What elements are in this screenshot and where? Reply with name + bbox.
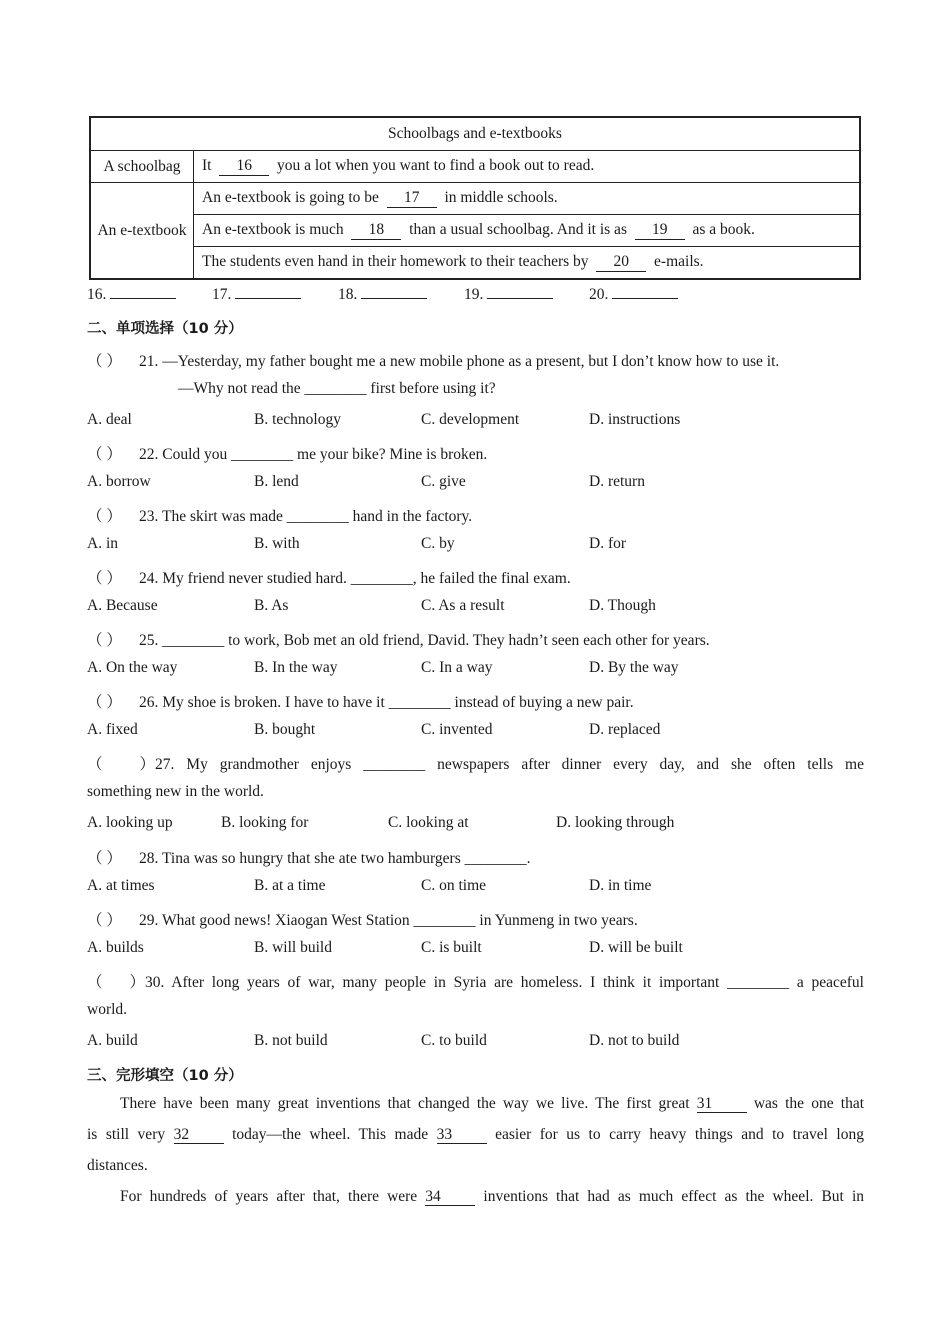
question-23: （ ） 23. The skirt was made ________ hand in the factory.: [87, 504, 472, 526]
option-29-b: B. will build: [254, 939, 332, 956]
table-row-17: An e-textbook is going to be 17 in middle schools.: [194, 183, 861, 215]
option-27-a: A. looking up: [87, 814, 173, 831]
blank-18: 18: [351, 222, 401, 239]
option-23-c: C. by: [421, 535, 455, 552]
answer-line-17[interactable]: 17.: [212, 286, 301, 304]
answer-line-20[interactable]: 20.: [589, 286, 678, 304]
question-30-cont: world.: [87, 1001, 128, 1018]
question-30: （ ）30. After long years of war, many people in Syria are homeless. I think it important ________ a peaceful: [87, 970, 864, 992]
option-26-b: B. bought: [254, 721, 316, 738]
option-22-b: B. lend: [254, 473, 299, 490]
section-2-heading: 二、单项选择（10 分）: [87, 321, 243, 337]
cloze-line-2: is still very 32 today—the wheel. This made 33 easier for us to carry heavy things and to travel long: [87, 1126, 864, 1143]
option-27-b: B. looking for: [221, 814, 309, 831]
blank-33: 33: [437, 1127, 487, 1144]
table-title: Schoolbags and e-textbooks: [90, 117, 860, 151]
answer-line-18[interactable]: 18.: [338, 286, 427, 304]
option-24-d: D. Though: [589, 597, 656, 614]
option-21-c: C. development: [421, 411, 520, 428]
question-25: （ ） 25. ________ to work, Bob met an old friend, David. They hadn’t seen each other for years.: [87, 628, 710, 650]
summary-table: [89, 116, 861, 280]
option-26-a: A. fixed: [87, 721, 138, 738]
option-29-d: D. will be built: [589, 939, 683, 956]
option-30-a: A. build: [87, 1032, 138, 1049]
answer-paren[interactable]: （ ）: [87, 508, 122, 525]
question-26: （ ） 26. My shoe is broken. I have to have it ________ instead of buying a new pair.: [87, 690, 634, 712]
option-21-a: A. deal: [87, 411, 132, 428]
option-29-c: C. is built: [421, 939, 482, 956]
option-30-b: B. not build: [254, 1032, 328, 1049]
question-21-reply: —Why not read the ________ first before using it?: [178, 380, 496, 397]
row-label-etextbook: An e-textbook: [90, 183, 194, 280]
option-23-b: B. with: [254, 535, 300, 552]
option-25-a: A. On the way: [87, 659, 178, 676]
option-22-c: C. give: [421, 473, 466, 490]
option-25-b: B. In the way: [254, 659, 338, 676]
question-21: （ ） 21. —Yesterday, my father bought me a new mobile phone as a present, but I don’t know how to use it.: [87, 349, 779, 371]
blank-17: 17: [387, 190, 437, 207]
answer-paren[interactable]: （ ）: [87, 694, 122, 711]
option-25-c: C. In a way: [421, 659, 493, 676]
cloze-line-4: For hundreds of years after that, there were 34 inventions that had as much effect as the wheel. But in: [120, 1188, 865, 1205]
option-28-d: D. in time: [589, 877, 652, 894]
option-30-c: C. to build: [421, 1032, 487, 1049]
cloze-line-3: distances.: [87, 1157, 148, 1174]
option-27-c: C. looking at: [388, 814, 469, 831]
option-21-d: D. instructions: [589, 411, 681, 428]
table-row-16: It 16 you a lot when you want to find a book out to read.: [194, 151, 861, 183]
option-23-a: A. in: [87, 535, 118, 552]
cloze-line-1: There have been many great inventions that changed the way we live. The first great 31 was the one that: [120, 1095, 865, 1112]
question-24: （ ） 24. My friend never studied hard. ________, he failed the final exam.: [87, 566, 571, 588]
answer-paren[interactable]: （ ）: [87, 756, 155, 773]
section-3-heading: 三、完形填空（10 分）: [87, 1068, 243, 1084]
option-26-d: D. replaced: [589, 721, 661, 738]
answer-paren[interactable]: （ ）: [87, 912, 122, 929]
answer-line-16[interactable]: 16.: [87, 286, 176, 304]
option-29-a: A. builds: [87, 939, 144, 956]
option-25-d: D. By the way: [589, 659, 679, 676]
answer-paren[interactable]: （ ）: [87, 353, 122, 370]
option-28-a: A. at times: [87, 877, 155, 894]
question-28: （ ） 28. Tina was so hungry that she ate two hamburgers ________.: [87, 846, 531, 868]
option-22-a: A. borrow: [87, 473, 151, 490]
option-21-b: B. technology: [254, 411, 341, 428]
option-30-d: D. not to build: [589, 1032, 680, 1049]
blank-16: 16: [219, 158, 269, 175]
option-28-c: C. on time: [421, 877, 487, 894]
answer-paren[interactable]: （ ）: [87, 446, 122, 463]
answer-paren[interactable]: （ ）: [87, 570, 122, 587]
blank-34: 34: [425, 1189, 475, 1206]
question-22: （ ） 22. Could you ________ me your bike? Mine is broken.: [87, 442, 487, 464]
answer-paren[interactable]: （ ）: [87, 974, 145, 991]
answer-paren[interactable]: （ ）: [87, 632, 122, 649]
option-22-d: D. return: [589, 473, 645, 490]
option-26-c: C. invented: [421, 721, 493, 738]
blank-31: 31: [697, 1096, 747, 1113]
blank-19: 19: [635, 222, 685, 239]
question-27: （ ）27. My grandmother enjoys ________ newspapers after dinner every day, and she often tells me: [87, 752, 864, 774]
option-24-c: C. As a result: [421, 597, 505, 614]
option-27-d: D. looking through: [556, 814, 675, 831]
blank-20: 20: [596, 254, 646, 271]
answer-line-19[interactable]: 19.: [464, 286, 553, 304]
option-23-d: D. for: [589, 535, 627, 552]
option-24-b: B. As: [254, 597, 289, 614]
table-row-18-19: An e-textbook is much 18 than a usual schoolbag. And it is as 19 as a book.: [194, 215, 861, 247]
option-24-a: A. Because: [87, 597, 158, 614]
answer-paren[interactable]: （ ）: [87, 850, 122, 867]
question-27-cont: something new in the world.: [87, 783, 264, 800]
option-28-b: B. at a time: [254, 877, 326, 894]
row-label-schoolbag: A schoolbag: [90, 151, 194, 183]
question-29: （ ） 29. What good news! Xiaogan West Station ________ in Yunmeng in two years.: [87, 908, 638, 930]
table-row-20: The students even hand in their homework to their teachers by 20 e-mails.: [194, 247, 861, 280]
blank-32: 32: [174, 1127, 224, 1144]
